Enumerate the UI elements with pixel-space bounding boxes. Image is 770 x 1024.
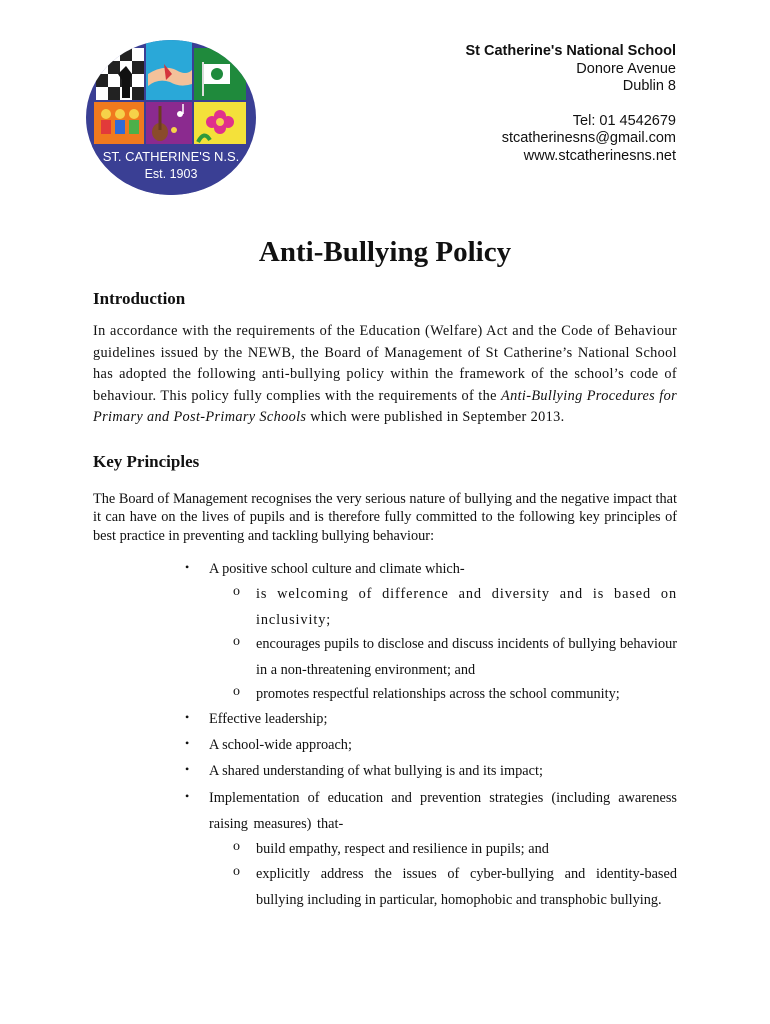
email-address: stcatherinesns@gmail.com — [501, 130, 676, 146]
logo-text-est: Est. 1903 — [144, 167, 198, 181]
bullet-symbol: • — [185, 736, 190, 750]
list-item: A shared understanding of what bullying is and its impact; — [209, 763, 543, 779]
people-tile — [94, 102, 144, 144]
list-item: Implementation of education and prevention strategies (including awareness raising measures) that- — [209, 790, 677, 832]
key-principles-intro: The Board of Management recognises the very serious nature of bullying and the negative impact that it can have on the lives of pupils and is therefore fully committed to the following key principles of best practice in preventing and tackling bullying behaviour: — [93, 491, 677, 544]
telephone: Tel: 01 4542679 — [572, 112, 676, 129]
sub-bullet-symbol: o — [233, 864, 240, 879]
sub-bullet-symbol: o — [233, 684, 240, 699]
school-address-block — [465, 43, 676, 165]
introduction-heading: Introduction — [93, 289, 186, 308]
address-line-1: Donore Avenue — [576, 60, 676, 77]
sub-list-item: promotes respectful relationships across the school community; — [256, 686, 620, 702]
flower-tile — [194, 102, 246, 144]
website-address: www.stcatherinesns.net — [523, 147, 676, 164]
bullet-symbol: • — [185, 710, 190, 724]
sub-list-item: explicitly address the issues of cyber-bullying and identity-based bullying including in particular, homophobic and transphobic bullying. — [256, 866, 677, 908]
sub-bullet-symbol: o — [233, 634, 240, 649]
bullet-symbol: • — [185, 560, 190, 574]
hands-tile — [146, 40, 192, 100]
music-tile — [146, 102, 192, 144]
address-line-2: Dublin 8 — [622, 78, 676, 94]
logo-text-main: ST. CATHERINE'S N.S. — [102, 149, 240, 164]
page-title: Anti-Bullying Policy — [258, 236, 512, 268]
introduction-paragraph — [93, 321, 677, 429]
list-item: A positive school culture and climate which- — [209, 561, 465, 577]
sub-list-item: build empathy, respect and resilience in pupils; and — [256, 841, 549, 857]
intro-text-before: In accordance with the requirements of the Education (Welfare) Act and the Code of Behaviour guidelines issued by the NEWB, the Board of Management of St Catherine’s National School has adopted the following anti-bullying policy within the framework of the school’s code of behaviour. This policy fully complies with the requirements of the — [93, 323, 677, 404]
list-item: A school-wide approach; — [209, 737, 352, 753]
school-name: St Catherine's National School — [465, 43, 676, 59]
sub-list-item: encourages pupils to disclose and discuss incidents of bullying behaviour in a non-threatening environment; and — [256, 636, 677, 678]
school-logo — [86, 40, 256, 195]
chessboard-tile — [96, 48, 144, 100]
flag-tile — [194, 48, 246, 100]
list-item: Effective leadership; — [209, 711, 328, 727]
bullet-symbol: • — [185, 762, 190, 776]
sub-bullet-symbol: o — [233, 839, 240, 854]
key-principles-heading: Key Principles — [93, 452, 200, 471]
bullet-symbol: • — [185, 789, 190, 803]
intro-italic-title: Anti-Bullying Procedures for Primary and Post-Primary Schools — [93, 387, 677, 426]
intro-text-after: which were published in September 2013. — [306, 409, 565, 426]
sub-bullet-symbol: o — [233, 584, 240, 599]
sub-list-item: is welcoming of difference and diversity and is based on inclusivity; — [256, 586, 677, 628]
